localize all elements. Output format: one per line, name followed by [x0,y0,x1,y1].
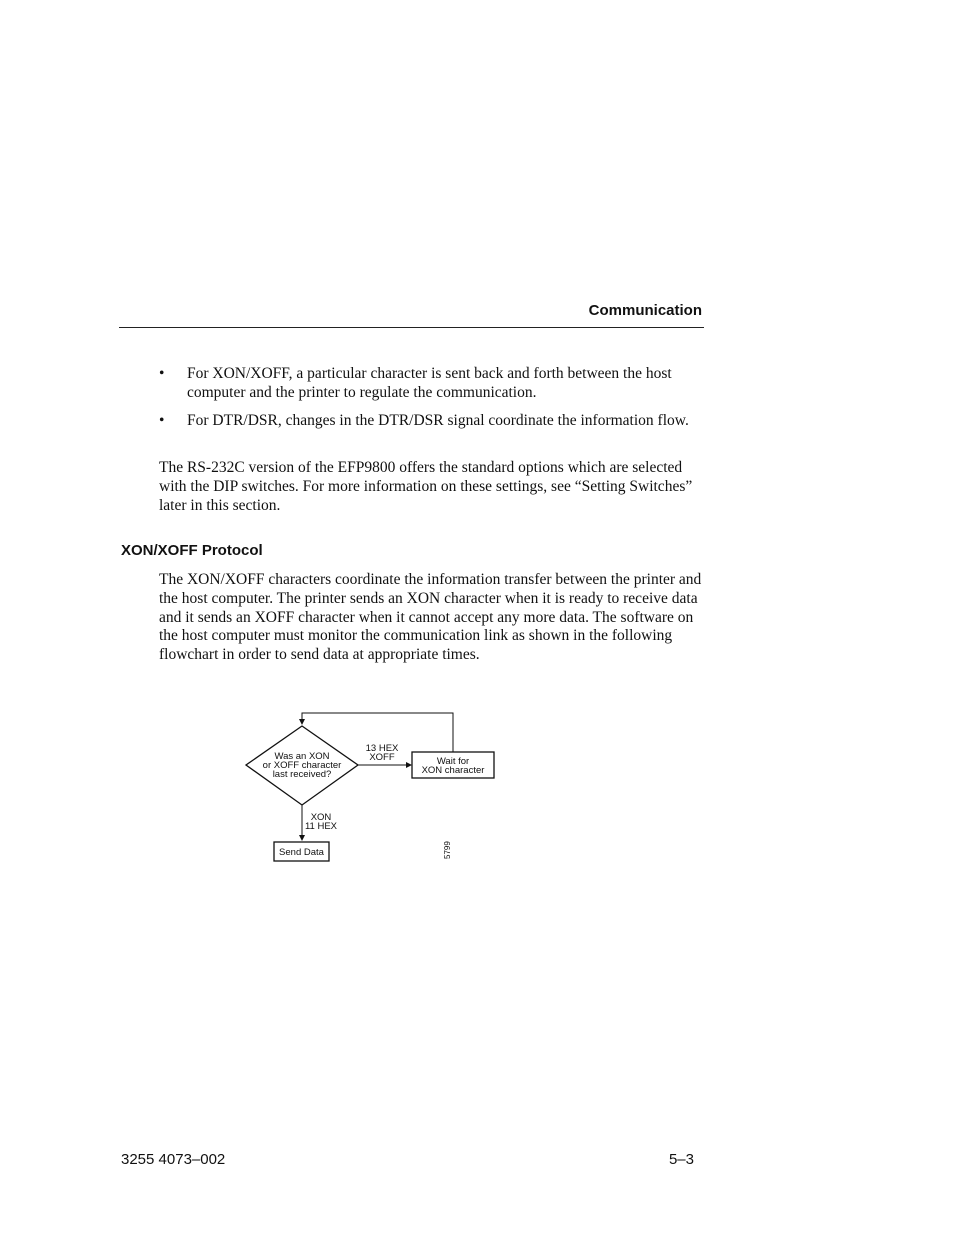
bullet-item-dtr-dsr [159,412,704,431]
rs232c-paragraph: The RS-232C version of the EFP9800 offers the standard options which are selected with the DIP switches. For more information on these settings, see “Setting Switches” later in this section. [159,459,693,514]
bullet-text: For DTR/DSR, changes in the DTR/DSR signal coordinate the information flow. [187,411,689,429]
header-rule [119,327,704,328]
xon-xoff-flowchart [230,700,520,875]
xoff-label-line-1: 13 HEX [365,743,399,754]
footer-doc-number: 3255 4073–002 [121,1151,226,1168]
decision-line-2: or XOFF character [262,760,342,771]
decision-line-1: Was an XON [274,751,330,762]
wait-box-line-2: XON character [421,765,485,776]
bullet-item-xon-xoff [159,365,704,403]
running-header-title: Communication [588,302,702,319]
bullet-text: For XON/XOFF, a particular character is sent back and forth between the host computer and the printer to regulate the communication. [187,365,672,401]
xon-label-line-1: XON [310,812,332,823]
send-data-label: Send Data [279,847,324,858]
bullet-marker: • [159,365,165,382]
wait-box-line-1: Wait for [436,756,470,767]
xoff-label-line-2: XOFF [369,752,395,763]
section-heading: XON/XOFF Protocol [121,542,263,559]
figure-number: 5799 [443,841,452,859]
footer-page-number: 5–3 [668,1151,694,1168]
bullet-list [159,365,704,439]
xon-xoff-paragraph: The XON/XOFF characters coordinate the information transfer between the printer and the host computer. The printer sends an XON character when it is ready to receive data and it sends an XOFF character when it cannot accept any more data. The software on the host computer must monitor the communication link as shown in the following flowchart in order to send data at appropriate times. [159,571,702,664]
bullet-marker: • [159,411,165,429]
decision-line-3: last received? [272,769,332,780]
xon-label-line-2: 11 HEX [304,821,338,832]
